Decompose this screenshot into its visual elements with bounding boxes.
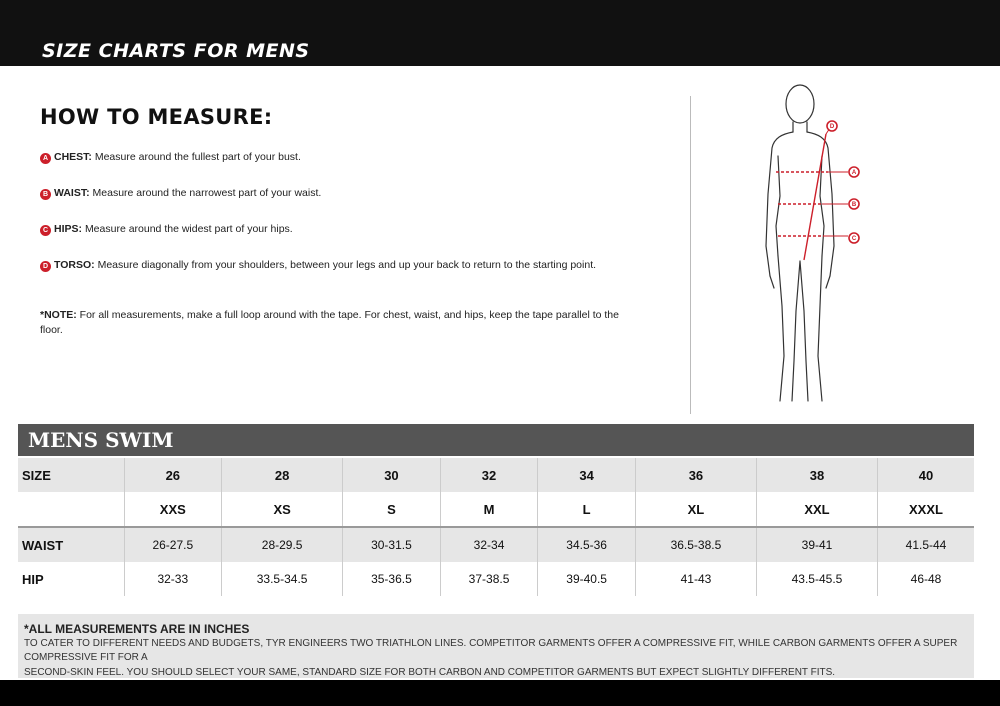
table-cell: 33.5-34.5 [222,562,343,596]
table-cell: 26-27.5 [124,528,222,562]
table-cell: 34 [538,458,636,492]
instruction-term: HIPS: [54,223,83,235]
body-measurement-figure [730,76,880,416]
instruction-waist [40,186,321,200]
instruction-text: Measure around the widest part of your hips. [84,223,293,235]
table-cell: 32 [440,458,538,492]
table-cell: 36 [635,458,756,492]
hips-marker-letter: C [851,236,857,242]
marker-leaders [822,128,848,236]
instruction-text: Measure around the narrowest part of your waist. [92,187,322,199]
marker-c-icon: C [40,225,51,236]
table-cell: 34.5-36 [538,528,636,562]
marker-d-icon: D [40,261,51,272]
instruction-term: TORSO: [54,259,95,271]
table-cell: 36.5-38.5 [635,528,756,562]
waist-marker-letter: B [851,202,857,208]
table-cell: 30 [343,458,441,492]
note-text: For all measurements, make a full loop around with the tape. For chest, waist, and hips, keep the tape parallel to the floor. [40,309,619,336]
bottom-bar [0,680,1000,706]
table-cell: 41-43 [635,562,756,596]
section-title: MENS SWIM [28,428,174,452]
table-cell: XXS [124,492,222,526]
how-to-measure-heading: HOW TO MEASURE: [40,105,273,129]
table-cell: 35-36.5 [343,562,441,596]
measurement-note [40,308,630,338]
table-cell: 39-40.5 [538,562,636,596]
size-chart-table [18,458,974,596]
row-header: HIP [22,571,44,587]
table-row [18,562,974,596]
table-cell: 32-33 [124,562,222,596]
table-cell: M [440,492,538,526]
table-cell: 30-31.5 [343,528,441,562]
table-cell: XXL [756,492,877,526]
note-term: *NOTE: [40,309,77,321]
footnote-title: *ALL MEASUREMENTS ARE IN INCHES [24,622,250,636]
chest-marker-letter: A [851,170,857,176]
table-row [18,458,974,492]
figure-inner-arms [776,156,824,256]
row-header [18,492,124,526]
instruction-term: CHEST: [54,151,92,163]
table-cell: 39-41 [756,528,877,562]
table-cell: 28 [222,458,343,492]
footnote-box [18,614,974,678]
top-header-bar [0,0,1000,66]
table-cell: 28-29.5 [222,528,343,562]
figure-head [786,85,814,123]
section-header-mens-swim [18,424,974,456]
footnote-line-1: TO CATER TO DIFFERENT NEEDS AND BUDGETS, TYR ENGINEERS TWO TRIATHLON LINES. COMPETITOR GARMENTS OFFER A COMPRESSIVE FIT, WHILE CARBON GARMENTS OFFER A SUPER COMPRESSIVE FIT FOR A [24,638,958,663]
table-cell: XS [222,492,343,526]
instruction-text: Measure around the fullest part of your bust. [94,151,301,163]
marker-a-icon: A [40,153,51,164]
table-cell: 37-38.5 [440,562,538,596]
table-cell: XXXL [878,492,974,526]
instruction-term: WAIST: [54,187,90,199]
torso-marker-letter: D [829,124,835,130]
marker-b-icon: B [40,189,51,200]
figure-inner-legs [792,261,808,401]
row-header: SIZE [18,458,124,492]
table-cell: 43.5-45.5 [756,562,877,596]
table-row [18,528,974,562]
vertical-divider [690,96,691,414]
figure-outer-legs [778,256,822,401]
page-title: SIZE CHARTS FOR MENS [42,40,310,62]
table-cell: 41.5-44 [878,528,974,562]
instruction-text: Measure diagonally from your shoulders, between your legs and up your back to return to the starting point. [97,259,597,271]
instruction-chest [40,150,301,164]
table-cell: 32-34 [440,528,538,562]
table-cell: 38 [756,458,877,492]
table-cell: 40 [878,458,974,492]
table-cell: S [343,492,441,526]
table-cell: L [538,492,636,526]
footnote-line-2: SECOND-SKIN FEEL. YOU SHOULD SELECT YOUR SAME, STANDARD SIZE FOR BOTH CARBON AND COMPETITOR GARMENTS BUT EXPECT SLIGHTLY DIFFERENT FITS. [24,667,836,678]
table-row [18,492,974,526]
instruction-hips [40,222,293,236]
instruction-torso [40,258,640,273]
table-cell: XL [635,492,756,526]
table-cell: 46-48 [878,562,974,596]
table-cell: 26 [124,458,222,492]
row-header: WAIST [18,528,124,562]
